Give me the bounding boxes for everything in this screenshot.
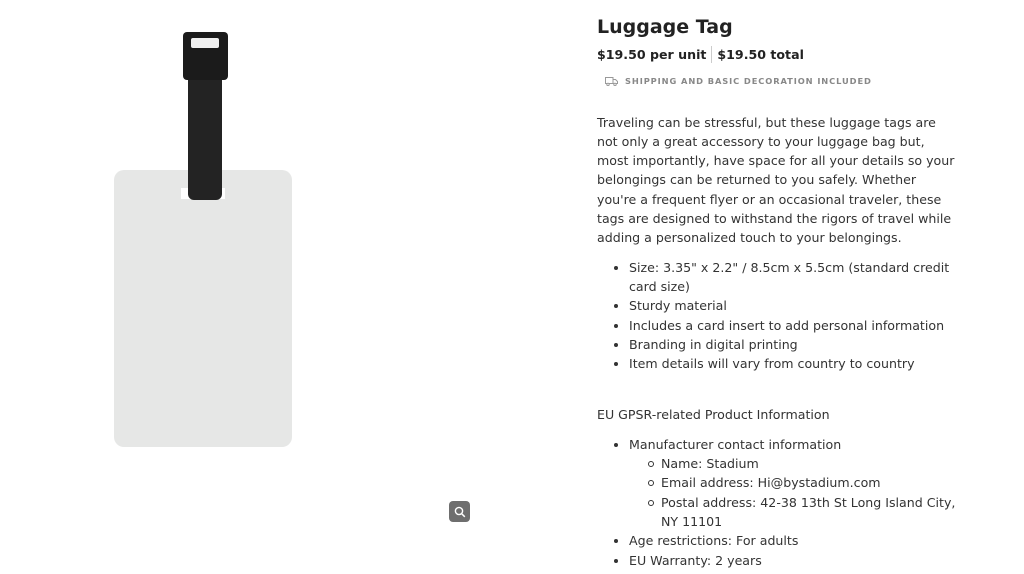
gpsr-item	[629, 435, 957, 531]
feature-item: Branding in digital printing	[629, 335, 957, 354]
total-price: $19.50 total	[717, 47, 804, 62]
shipping-note	[605, 72, 957, 91]
age-restriction: Age restrictions: For adults	[629, 531, 957, 550]
product-gallery	[0, 0, 490, 574]
price-row	[597, 45, 957, 64]
manufacturer-email: Email address: Hi@bystadium.com	[661, 473, 957, 492]
manufacturer-address: Postal address: 42-38 13th St Long Island City, NY 11101	[661, 493, 957, 532]
manufacturer-name: Name: Stadium	[661, 454, 957, 473]
feature-list	[597, 258, 957, 374]
product-info	[597, 14, 957, 570]
feature-item: Size: 3.35" x 2.2" / 8.5cm x 5.5cm (standard credit card size)	[629, 258, 957, 297]
shipping-note-text: SHIPPING AND BASIC DECORATION INCLUDED	[625, 76, 872, 87]
manufacturer-label: Manufacturer contact information	[629, 436, 842, 452]
gpsr-heading: EU GPSR-related Product Information	[597, 407, 830, 423]
tag-body	[114, 170, 292, 447]
gpsr-list	[597, 435, 957, 570]
truck-icon	[605, 77, 618, 86]
feature-item: Sturdy material	[629, 296, 957, 315]
manufacturer-list	[629, 454, 957, 531]
tag-buckle-hole	[191, 38, 219, 48]
unit-price: $19.50 per unit	[597, 47, 707, 62]
feature-item: Includes a card insert to add personal information	[629, 316, 957, 335]
product-description: Traveling can be stressful, but these luggage tags are not only a great accessory to your luggage bag but, most importantly, have space for all your details so your belongings can be returned to you safely. Whether you're a frequent flyer or an occasional traveler, these tags are designed to withstand the rigors of travel while adding a personalized touch to your belongings.	[597, 114, 955, 246]
zoom-image-button[interactable]	[449, 501, 470, 522]
price-divider	[711, 46, 712, 63]
product-title: Luggage Tag	[597, 16, 733, 38]
magnifier-icon	[454, 506, 466, 518]
eu-warranty: EU Warranty: 2 years	[629, 551, 957, 570]
tag-strap	[188, 60, 222, 200]
feature-item: Item details will vary from country to country	[629, 354, 957, 373]
